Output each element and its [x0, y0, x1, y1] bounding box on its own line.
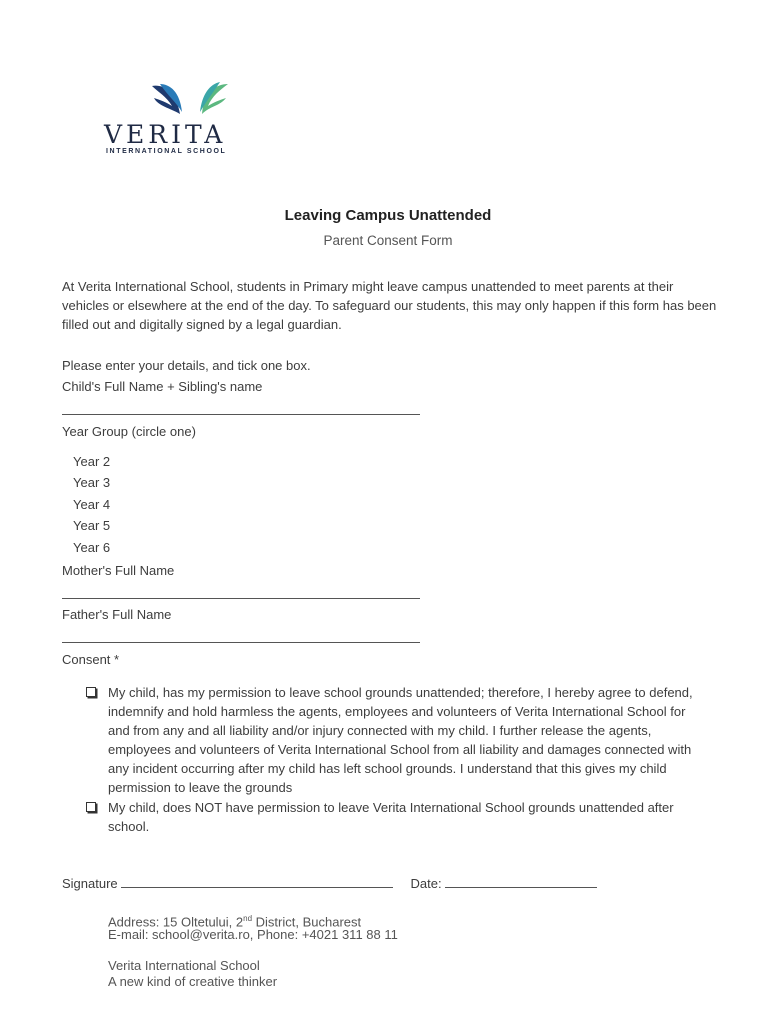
consent-no-checkbox[interactable] [86, 802, 96, 812]
footer-contact: E-mail: school@verita.ro, Phone: +4021 311 88 11 [108, 927, 398, 942]
year-group-label: Year Group (circle one) [62, 424, 196, 439]
footer-tagline: A new kind of creative thinker [108, 974, 278, 989]
address-superscript: nd [243, 914, 253, 923]
mother-name-label: Mother's Full Name [62, 563, 175, 578]
signature-field[interactable] [121, 877, 393, 888]
child-name-field[interactable] [62, 414, 420, 415]
year-option[interactable]: Year 4 [73, 497, 111, 512]
logo-subtitle: INTERNATIONAL SCHOOL [106, 148, 227, 155]
footer-school: Verita International School [108, 958, 260, 973]
logo-name: VERITA [104, 120, 227, 149]
year-option[interactable]: Year 5 [73, 518, 111, 533]
date-label: Date: [410, 876, 442, 891]
father-name-label: Father's Full Name [62, 607, 172, 622]
consent-label: Consent * [62, 652, 120, 667]
consent-no-text: My child, does NOT have permission to leave Verita International School grounds unattended after school. [108, 800, 674, 834]
year-option[interactable]: Year 6 [73, 540, 111, 555]
instructions-text: Please enter your details, and tick one box. [62, 358, 311, 373]
child-name-label: Child's Full Name + Sibling's name [62, 379, 263, 394]
signature-row [62, 876, 597, 891]
intro-paragraph: At Verita International School, students in Primary might leave campus unattended to meet parents at their vehicles or elsewhere at the end of the day. To safeguard our students, this may only happen if this form has been filled out and digitally signed by a legal guardian. [62, 279, 717, 332]
mother-name-field[interactable] [62, 598, 420, 599]
address-prefix: Address: 15 Oltetului, 2 [108, 914, 244, 930]
school-logo [100, 80, 230, 162]
consent-yes-text: My child, has my permission to leave school grounds unattended; therefore, I hereby agree to defend, indemnify and hold harmless the agents, employees and volunteers of Verita International School for and from any and all liability and/or injury connected with my child. I further release the agents, employees and volunteers of Verita International School from all liability and damages connected with any incident occurring after my child has left school grounds. I understand that this gives my child permission to leave the grounds [108, 685, 693, 795]
form-subtitle: Parent Consent Form [323, 233, 453, 248]
form-title: Leaving Campus Unattended [284, 207, 492, 224]
signature-label: Signature [62, 876, 118, 891]
year-option[interactable]: Year 2 [73, 454, 111, 469]
consent-yes-checkbox[interactable] [86, 687, 96, 697]
wings-icon [150, 80, 230, 120]
date-field[interactable] [445, 877, 597, 888]
father-name-field[interactable] [62, 642, 420, 643]
address-suffix: District, Bucharest [252, 914, 362, 930]
year-option[interactable]: Year 3 [73, 475, 111, 490]
